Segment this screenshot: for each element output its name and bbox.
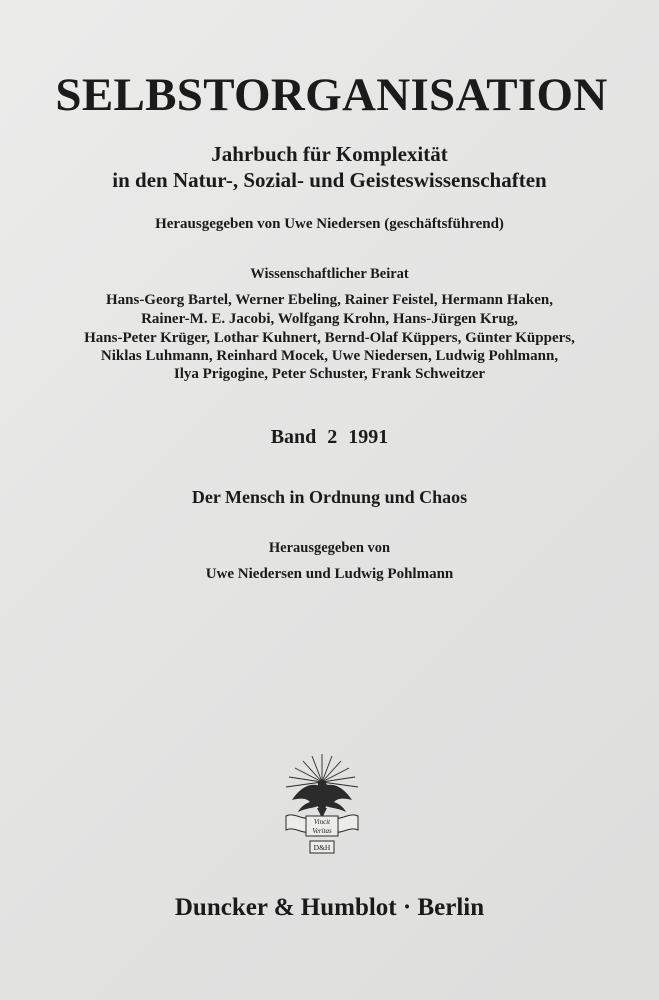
series-subtitle-line-1: Jahrbuch für Komplexität [211,142,448,166]
publisher-eagle-logo [280,752,364,860]
series-subtitle-line-2: in den Natur-, Sozial- und Geisteswissenschaften [112,168,547,192]
advisory-board-line-1: Hans-Georg Bartel, Werner Ebeling, Rainer Feistel, Hermann Haken, [105,292,554,308]
advisory-board-line-3: Hans-Peter Krüger, Lothar Kuhnert, Bernd-Olaf Küppers, Günter Küppers, [84,330,575,346]
volume-year: 1991 [348,426,389,448]
volume-editors: Uwe Niedersen und Ludwig Pohlmann [205,566,454,582]
logo-motto-line-2: Veritas [312,827,332,835]
advisory-board-line-5: Ilya Prigogine, Peter Schuster, Frank Schweitzer [173,366,486,382]
general-editor: Herausgegeben von Uwe Niedersen (geschäftsführend) [155,216,504,232]
volume-band: Band 2 [270,426,338,448]
series-title: SELBSTORGANISATION [55,69,608,121]
advisory-board-heading: Wissenschaftlicher Beirat [250,266,409,282]
volume-title: Der Mensch in Ordnung und Chaos [191,487,468,507]
volume-editors-heading: Herausgegeben von [268,540,391,556]
advisory-board-line-2: Rainer-M. E. Jacobi, Wolfgang Krohn, Hans-Jürgen Krug, [141,311,518,327]
advisory-board-line-4: Niklas Luhmann, Reinhard Mocek, Uwe Niedersen, Ludwig Pohlmann, [100,348,559,364]
logo-motto-line-1: Vincit [313,818,331,826]
logo-monogram: D&H [313,843,331,852]
publisher-imprint: Duncker & Humblot · Berlin [174,894,485,921]
volume-band-year [0,426,659,449]
